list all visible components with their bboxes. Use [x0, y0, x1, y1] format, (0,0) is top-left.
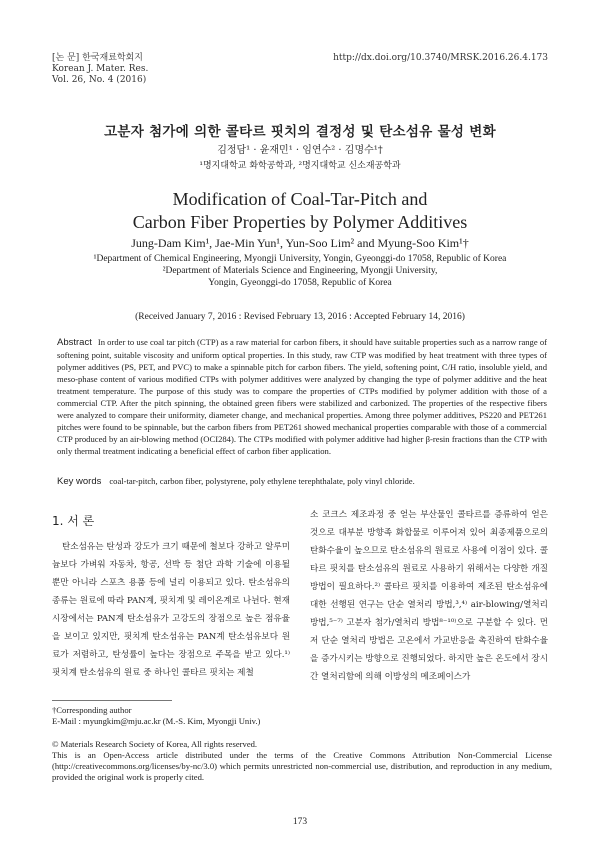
- affiliation-1: ¹Department of Chemical Engineering, Myongji University, Yongin, Gyeonggi-do 17058, Republic of Korea: [93, 254, 507, 264]
- korean-affiliations: ¹명지대학교 화학공학과, ²명지대학교 신소재공학과: [199, 161, 401, 171]
- english-authors: Jung-Dam Kim¹, Jae-Min Yun¹, Yun-Soo Lim² and Myung-Soo Kim¹†: [131, 236, 469, 250]
- journal-volume: Vol. 26, No. 4 (2016): [52, 75, 147, 85]
- body-column-right: [310, 506, 548, 686]
- korean-title: 고분자 첨가에 의한 콜타르 핏치의 결정성 및 탄소섬유 물성 변화: [104, 124, 496, 140]
- doi-link[interactable]: http://dx.doi.org/10.3740/MRSK.2016.26.4.173: [333, 53, 548, 63]
- english-title-line1: Modification of Coal-Tar-Pitch and: [172, 189, 428, 209]
- journal-header: [52, 53, 148, 86]
- keywords-label: Key words: [57, 476, 102, 487]
- author-email: E-Mail : myungkim@mju.ac.kr (M.-S. Kim, Myongji Univ.): [52, 716, 261, 726]
- abstract-label: Abstract: [57, 337, 92, 348]
- body-paragraph: 탄소섬유는 탄성과 강도가 크기 때문에 철보다 강하고 알루미늄보다 가벼워 자동차, 항공, 선박 등 첨단 과학 기술에 이용될 뿐만 아니라 스포츠 용품 등에 널리 이용되고 있다. 탄소섬유의 종류는 원료에 따라 PAN계, 핏치계 및 레이온계로 나뉜다. 현재 시장에서는 PAN계 탄소섬유가 고강도의 장점으로 높은 점유율을 보이고 있지만, 핏치계 탄소섬유는 PAN계 탄소섬유보다 원료가 저렴하고, 탄성률이 높다는 장점으로 주목을 받고 있다.¹⁾ 핏치계 탄소섬유의 원료 중 하나인 콜타르 핏치는 제철: [52, 542, 290, 678]
- corresponding-author: †Corresponding author: [52, 705, 132, 715]
- keywords: [57, 476, 557, 487]
- abstract-text: In order to use coal tar pitch (CTP) as a raw material for carbon fibers, it should have suitable properties such as a narrow range of softening point, suitable viscosity and uniform optical properties. In this study, raw CTP was modified by heat treatment with three types of polymer additives (PS, PET, and PVC) to make a spinnable pitch for carbon fibers. The yield, softening point, C/H ratio, insoluble yield, and meso-phase content of various modified CTPs with polymer additives were analyzed by changing the type of polymer additive and the heat treatment temperature. The purpose of this study was to compare the properties of CTPs modified by polymer addition with those of a commercial CTP. After the pitch spinning, the obtained green fibers were stabilized and carbonized. The properties of the respective fibers were analyzed to compare their uniformity, diameter change, and mechanical properties. Among three polymer additives, PS220 and PET261 pitches were found to be spinnable, but the carbon fibers from PET261 showed mechanical properties comparable with those of a commercial CTP produced by an air-blowing method (OCI284). The CTPs modified with polymer additive had higher β-resin fractions than the CTP with only thermal treatment indicating a beneficial effect of carbon fiber application.: [57, 337, 547, 456]
- license-notice: [52, 739, 552, 783]
- copyright-line: © Materials Research Society of Korea, All rights reserved.: [52, 739, 258, 749]
- journal-name-korean: [논 문] 한국재료학회지: [52, 53, 143, 63]
- english-affiliations: [0, 253, 600, 289]
- keywords-text: coal-tar-pitch, carbon fiber, polystyrene, poly ethylene terephthalate, poly vinyl chloride.: [109, 476, 415, 486]
- footnote: [52, 705, 552, 727]
- english-title: [0, 188, 600, 234]
- affiliation-2-cont: Yongin, Gyeonggi-do 17058, Republic of Korea: [208, 278, 392, 288]
- page-number: 173: [292, 817, 308, 827]
- abstract: [57, 336, 547, 457]
- english-title-line2: Carbon Fiber Properties by Polymer Additives: [132, 212, 468, 232]
- affiliation-2: ²Department of Materials Science and Engineering, Myongji University,: [162, 266, 438, 276]
- korean-authors: 김정담¹ · 윤재민¹ · 임연수² · 김명수¹†: [217, 145, 383, 156]
- received-dates: (Received January 7, 2016 : Revised February 13, 2016 : Accepted February 14, 2016): [135, 312, 465, 322]
- body-paragraph: 소 코크스 제조과정 중 얻는 부산물인 콜타르를 증류하여 얻은 것으로 대부분 방향족 화합물로 이루어져 있어 최종제품으로의 탄화수율이 높으므로 탄소섬유의 원료로 사용에 이점이 있다. 콜타르 핏치를 탄소섬유의 원료로 사용하기 위해서는 다양한 개질방법이 필요하다.²⁾ 콜타르 핏치를 이용하여 제조된 탄소섬유에 대한 선행된 연구는 단순 열처리 방법,³,⁴⁾ air-blowing/열처리 방법,⁵⁻⁷⁾ 고분자 첨가/열처리 방법⁸⁻¹⁰⁾으로 구분할 수 있다. 먼저 단순 열처리 방법은 고온에서 가교반응을 촉진하여 탄화수율을 증가시키는 방향으로 진행되었다. 하지만 높은 온도에서 장시간 열처리함에 의해 이방성의 메조페이스가: [310, 510, 548, 682]
- license-text: This is an Open-Access article distributed under the terms of the Creative Commons Attribution Non-Commercial License (http://creativecommons.org/licenses/by-nc/3.0) which permits unrestricted non-commercial use, distribution, and reproduction in any medium, provided the original work is properly cited.: [52, 750, 552, 782]
- footnote-rule: [52, 700, 172, 701]
- body-column-left: [52, 538, 290, 682]
- journal-name-english: Korean J. Mater. Res.: [52, 64, 149, 74]
- section-title-introduction: 1. 서 론: [52, 514, 95, 528]
